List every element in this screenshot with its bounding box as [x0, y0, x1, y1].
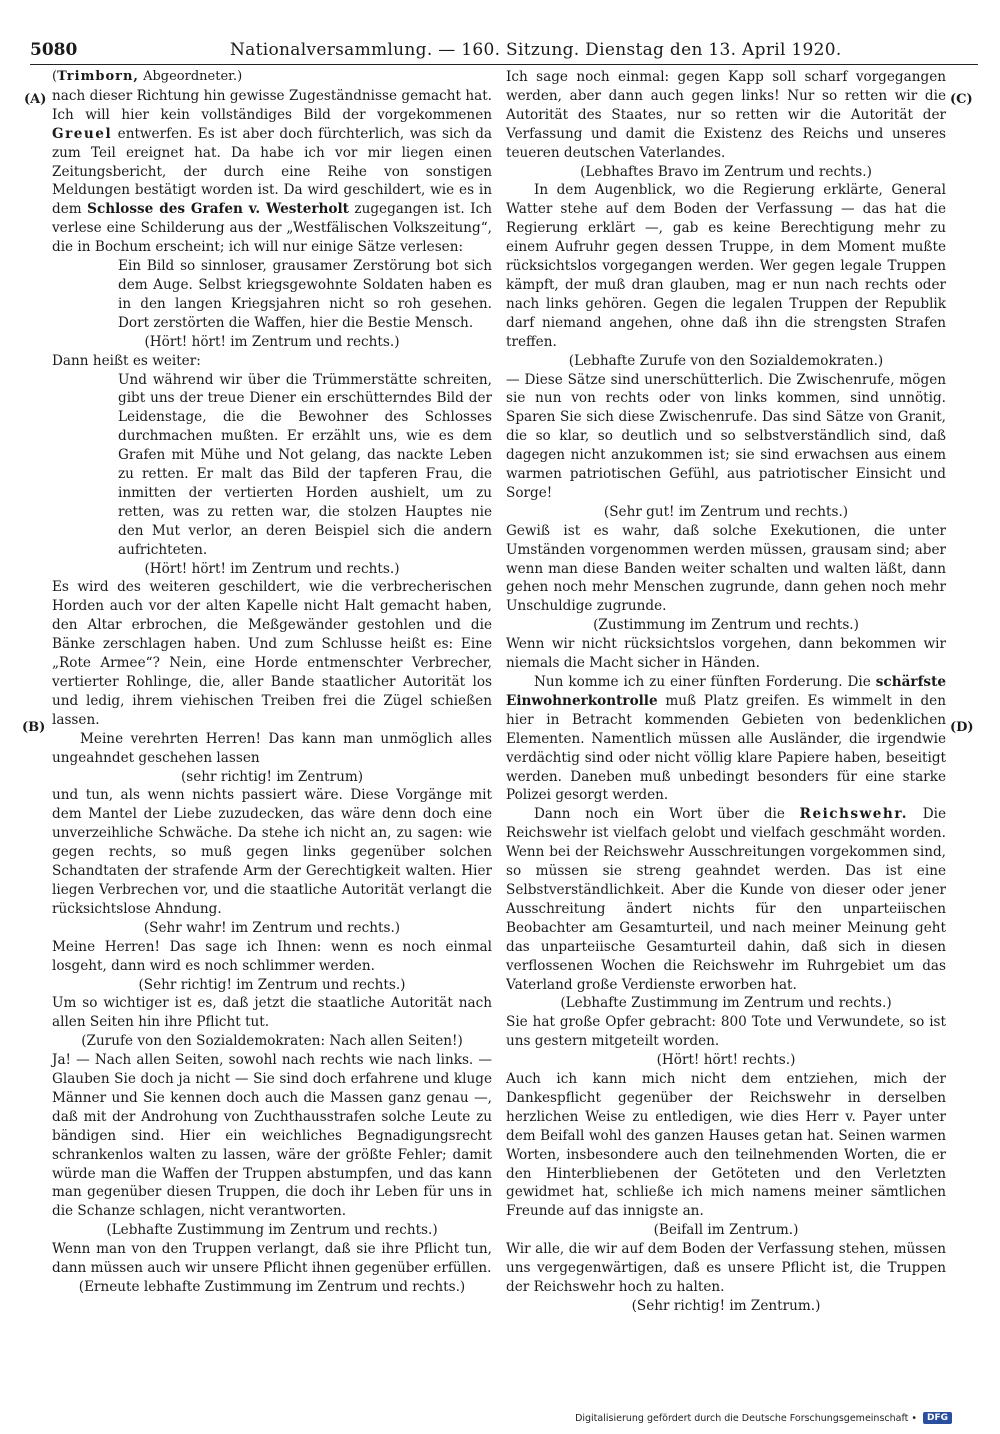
paragraph: Dann heißt es weiter:: [52, 352, 201, 369]
margin-mark-d: (D): [950, 720, 974, 735]
margin-mark-a: (A): [24, 92, 47, 107]
footer: [575, 1412, 952, 1424]
text-run: muß Platz greifen. Es wimmelt in den hier in Betracht kommenden Gebieten von bedenklichen Elementen. Namentlich müssen alle Ausländer, die irgendwie verdächtig sind oder nicht völlig klare Papiere haben, beseitigt werden. Daneben muß unbedingt besonders für eine starke Polizei gesorgt werden.: [506, 692, 946, 804]
bold-term-einwohnerkontrolle: schärfste Einwohnerkontrolle: [506, 674, 946, 709]
text-run: Nun komme ich zu einer fünften Forderung. Die: [534, 674, 876, 690]
interjection: (Hört! hört! rechts.): [656, 1052, 796, 1069]
paragraph: Ich sage noch einmal: gegen Kapp soll scharf vorgegangen werden, aber dann auch gegen links! Nur so retten wir die Autorität des Staates, nur so retten wir die Autorität der Verfassung und damit die Existenz des Reichs und unseres teueren deutschen Vaterlandes.: [506, 69, 946, 161]
interjection: (Sehr gut! im Zentrum und rechts.): [603, 503, 849, 520]
margin-mark-c: (C): [950, 92, 973, 107]
interjection: (Hört! hört! im Zentrum und rechts.): [144, 333, 400, 350]
interjection: (Erneute lebhafte Zustimmung im Zentrum und rechts.): [78, 1279, 466, 1295]
paragraph: und tun, als wenn nichts passiert wäre. Diese Vorgänge mit dem Mantel der Liebe zuzudecken, das wäre denn doch eine unverzeihliche Schwäche. Da stehe ich nicht an, zu sagen: wie gegen rechts, so muß gegen links gegenüber solchen Schandtaten der strafende Arm der Gerechtigkeit walten. Hier liegen Verbrechen vor, und die staatliche Autorität verlangt die rücksichtslose Ahndung.: [52, 787, 492, 917]
page-header: [30, 36, 978, 65]
interjection: (Sehr richtig! im Zentrum.): [631, 1297, 821, 1314]
paragraph: Wenn man von den Truppen verlangt, daß sie ihre Pflicht tun, dann müssen auch wir unsere Pflicht ihnen gegenüber erfüllen.: [52, 1241, 492, 1277]
paragraph: In dem Augenblick, wo die Regierung erklärte, General Watter stehe auf dem Boden der Verfassung — das hat die Regierung erklärt —, gab es keine Berechtigung mehr zu einem Aufruhr gegen dessen Truppe, in dem Moment mußte rücksichtslos vorgegangen werden. Wer gegen legale Truppen kämpft, der muß dran glauben, mag er nun nach rechts oder nach links gehören. Gegen die legalen Truppen der Republik darf niemand angehen, ohne daß ihn die strengsten Strafen treffen.: [506, 182, 946, 350]
paragraph: Meine Herren! Das sage ich Ihnen: wenn es noch einmal losgeht, dann wird es noch schlimmer werden.: [52, 938, 492, 974]
footer-credit: Digitalisierung gefördert durch die Deutsche Forschungsgemeinschaft •: [575, 1412, 917, 1424]
interjection: (Beifall im Zentrum.): [653, 1222, 799, 1239]
speaker-role: Abgeordneter.): [143, 69, 243, 84]
interjection: (Lebhafte Zustimmung im Zentrum und rechts.): [106, 1222, 438, 1239]
paragraph: Wir alle, die wir auf dem Boden der Verfassung stehen, müssen uns vergegenwärtigen, daß es unsere Pflicht ist, die Truppen der Reichswehr hoch zu halten.: [506, 1241, 946, 1295]
paragraph: Meine verehrten Herren! Das kann man unmöglich alles ungeahndet geschehen lassen: [52, 730, 492, 766]
quotation: Und während wir über die Trümmerstätte schreiten, gibt uns der treue Diener ein erschütterndes Bild der Leidenstage, die die Bewohner des Schlosses durchmachen mußten. Er erzählt uns, wie es dem Grafen mit Mühe und Not gelang, das nackte Leben zu retten. Er malt das Bild der tapferen Frau, die inmitten der vertierten Horden aushielt, um zu retten, was zu retten war, die stolzen Hauptes nie den Mut verlor, an deren Beispiel sich die andern aufrichteten.: [118, 371, 492, 558]
interjection: (Zurufe von den Sozialdemokraten: Nach allen Seiten!): [81, 1033, 463, 1050]
bold-term-reichswehr: Reichswehr.: [799, 806, 908, 823]
running-title: Nationalversammlung. — 160. Sitzung. Dienstag den 13. April 1920.: [230, 40, 842, 60]
interjection: (Sehr wahr! im Zentrum und rechts.): [143, 919, 401, 936]
interjection: (Lebhafte Zustimmung im Zentrum und rechts.): [560, 995, 892, 1012]
paragraph: Es wird des weiteren geschildert, wie die verbrecherischen Horden auch vor der alten Kapelle nicht Halt gemacht haben, den Altar erbrochen, die Meßgewänder gestohlen und die Bänke zerschlagen haben. Und zum Schlusse heißt es: Eine „Rote Armee“? Nein, eine Horde entmenschter Verbrecher, vertierter Rohlinge, die, aller Bande staatlicher Autorität los und ledig, ihrem viehischen Treiben frei die Zügel schießen lassen.: [52, 579, 492, 728]
quotation: Ein Bild so sinnloser, grausamer Zerstörung bot sich dem Auge. Selbst kriegsgewohnte Soldaten haben es in den langen Kriegsjahren nicht so roh gesehen. Dort zerstörten die Waffen, hier die Bestie Mensch.: [118, 258, 492, 331]
bold-term-schloss: Schlosse des Grafen v. Westerholt: [87, 201, 349, 218]
text-run: nach dieser Richtung hin gewisse Zugeständnisse gemacht hat. Ich will hier kein vollständiges Bild der vorgekommenen: [52, 87, 492, 123]
interjection: (sehr richtig! im Zentrum): [180, 768, 364, 785]
paragraph: Sie hat große Opfer gebracht: 800 Tote und Verwundete, so ist uns gestern mitgeteilt worden.: [506, 1014, 946, 1050]
paragraph: Wenn wir nicht rücksichtslos vorgehen, dann bekommen wir niemals die Macht sicher in Händen.: [506, 636, 946, 672]
interjection: (Sehr richtig! im Zentrum und rechts.): [138, 976, 406, 993]
paragraph: Auch ich kann mich nicht dem entziehen, mich der Dankespflicht gegenüber der Reichswehr in derselben herzlichen Weise zu entledigen, wie dies Herr v. Payer unter dem Beifall wohl des ganzen Hauses getan hat. Seinen warmen Worten, insbesondere auch den teilnehmenden Worten, die er den Hinterbliebenen der Getöteten und den Verletzten gewidmet hat, schließe ich mich namens meiner sämtlichen Freunde auf das innigste an.: [506, 1071, 946, 1220]
paragraph: Um so wichtiger ist es, daß jetzt die staatliche Autorität nach allen Seiten hin ihre Pflicht tut.: [52, 995, 492, 1031]
right-column: [506, 68, 946, 1316]
margin-mark-b: (B): [22, 720, 46, 735]
interjection: (Lebhaftes Bravo im Zentrum und rechts.): [580, 163, 872, 180]
text-run: zugegangen ist. Ich verlese eine Schilderung aus der „Westfälischen Volkszeitung“, die in Bochum erscheint; ich will nur einige Sätze verlesen:: [52, 201, 492, 256]
paragraph: Gewiß ist es wahr, daß solche Exekutionen, die unter Umständen vorgenommen werden müssen, grausam sind; aber wenn man diese Banden weiter schalten und walten läßt, dann gehen noch mehr Menschen zugrunde, dann gehen noch mehr Unschuldige zugrunde.: [506, 522, 946, 615]
text-run: entwerfen. Es ist aber doch fürchterlich, was sich da zum Teil ereignet hat. Da habe ich vor mir liegen einen Zeitungsbericht, der durch eine Reihe von sonstigen Meldungen bestätigt worden ist. Da wird geschildert, wie es in dem: [52, 125, 492, 218]
speaker-line: (Trimborn, Abgeordneter.): [52, 69, 243, 84]
bold-term-greuel: Greuel: [52, 125, 113, 142]
paragraph: — Diese Sätze sind unerschütterlich. Die Zwischenrufe, mögen sie nun von rechts oder von links kommen, sind unnötig. Sparen Sie sich diese Zwischenrufe. Das sind Sätze von Granit, die so klar, so deutlich und so selbstverständlich sind, daß dagegen nicht anzukommen ist; sie sind erwachsen aus einem warmen patriotischen Gefühl, aus patriotischer Einsicht und Sorge!: [506, 371, 946, 501]
page-number: 5080: [30, 40, 78, 60]
paragraph: [506, 673, 946, 805]
interjection: (Zustimmung im Zentrum und rechts.): [593, 617, 859, 634]
left-column: [52, 68, 492, 1297]
paragraph: [506, 805, 946, 994]
text-run: Dann noch ein Wort über die: [534, 806, 800, 823]
paragraph: Ja! — Nach allen Seiten, sowohl nach rechts wie nach links. — Glauben Sie doch ja nicht — Sie sind doch erfahrene und kluge Männer und Sie kennen doch auch die Massen ganz genau —, daß mit der Androhung von Zuchthausstrafen solche Leute zu bändigen sind. Hier ein weichliches Begnadigungsrecht schrankenlos walten zu lassen, wäre der größte Fehler; damit würde man die Waffen der Truppen abstumpfen, und das kann man gegenüber diesen Truppen, die doch ihr Leben für uns in die Schanze schlagen, nicht verantworten.: [52, 1052, 492, 1220]
speaker-name: Trimborn,: [57, 69, 139, 84]
interjection: (Lebhafte Zurufe von den Sozialdemokraten.): [568, 352, 884, 369]
interjection: (Hört! hört! im Zentrum und rechts.): [144, 560, 400, 577]
text-run: Die Reichswehr ist vielfach gelobt und vielfach geschmäht worden. Wenn bei der Reichswehr Ausschreitungen vorgekommen sind, so müssen sie streng geahndet werden. Das ist eine Selbstverständlichkeit. Aber die Kunde von dieser oder jener Ausschreitung ändert nichts für den unparteiischen Beobachter am Gesamturteil, und nach meiner Meinung geht das unparteiische Gesamturteil dahin, daß sich in diesen verflossenen Wochen die Reichswehr im Ruhrgebiet um das Vaterland große Verdienste erworben hat.: [506, 806, 946, 993]
paragraph: [52, 87, 492, 257]
dfg-logo: DFG: [923, 1412, 952, 1424]
